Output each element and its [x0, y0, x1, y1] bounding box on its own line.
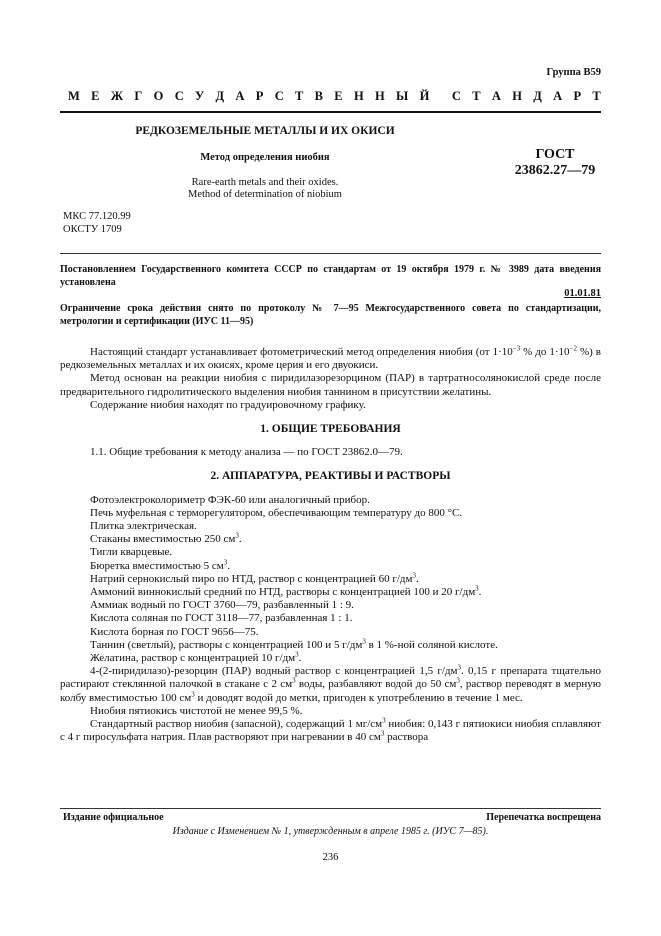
banner-letter: Ж [110, 89, 124, 103]
official-edition-label: Издание официальное [63, 812, 164, 823]
gost-number: 23862.27—79 [514, 163, 596, 178]
list-item: Бюретка вместимостью 5 $см^3$. [90, 557, 230, 572]
banner-letter: С [174, 89, 184, 103]
list-item: Таннин (светлый), растворы с концентрацией 100 и 5 $г/дм^3$ в 1 %-ной соляной кислоте. [90, 637, 498, 651]
okstu-code: ОКСТУ 1709 [63, 224, 122, 235]
list-item: Ниобия пятиокись чистотой не менее 99,5 %. [90, 704, 303, 717]
footer-rule [60, 808, 601, 809]
banner-letter: Е [334, 89, 343, 103]
list-item: Тигли кварцевые. [90, 546, 173, 559]
intro-paragraph: Настоящий стандарт устанавливает фотометрический метод определения ниобия (от $1\cdot 10^{-3}$ % до $1\cdot 10^{-2}$ %) в редкоземельных металлах и их окисях, кроме церия и его двуокиси. [60, 344, 601, 372]
standard-banner [68, 89, 601, 104]
list-item: Печь муфельная с терморегулятором, обеспечивающим температуру до 800 °С. [90, 506, 463, 519]
effective-date: 01.01.81 [564, 288, 601, 299]
banner-letter: Н [512, 89, 522, 103]
list-item: Аммоний виннокислый средний по НТД, растворы с концентрацией 100 и 20 $г/дм^3$. [90, 584, 482, 599]
gost-designation [500, 147, 610, 179]
banner-letter: Г [134, 89, 143, 103]
banner-letter: Й [419, 89, 430, 103]
page-number: 236 [322, 852, 339, 863]
list-item: Кислота соляная по ГОСТ 3118—77, разбавленная 1 : 1. [90, 612, 353, 625]
banner-letter: А [553, 89, 563, 103]
banner-letter: О [153, 89, 164, 103]
banner-letter: Н [374, 89, 385, 103]
banner-letter: С [451, 89, 461, 103]
gost-label: ГОСТ [535, 147, 575, 162]
english-title [130, 177, 400, 201]
banner-letter: М [68, 89, 80, 103]
banner-letter: Т [472, 89, 481, 103]
banner-letter: Е [91, 89, 100, 103]
banner-letter: Т [592, 89, 601, 103]
list-item: Аммиак водный по ГОСТ 3760—79, разбавленный 1 : 9. [90, 599, 354, 612]
document-body [60, 346, 601, 744]
list-item: Кислота борная по ГОСТ 9656—75. [90, 625, 259, 638]
banner-letter: Д [215, 89, 225, 103]
section-heading: 2. АППАРАТУРА, РЕАКТИВЫ И РАСТВОРЫ [210, 470, 451, 483]
list-item: Желатина, раствор с концентрацией 10 $г/дм^3$. [90, 650, 302, 665]
banner-letter: Н [353, 89, 364, 103]
list-item: Стаканы вместимостью 250 $см^3$. [90, 531, 242, 546]
section-rule [60, 253, 601, 254]
banner-letter: Ы [396, 89, 409, 103]
classification-codes [63, 210, 131, 236]
list-item: Натрий сернокислый пиро по НТД, раствор с концентрацией 60 $г/дм^3$. [90, 571, 419, 585]
section-heading: 1. ОБЩИЕ ТРЕБОВАНИЯ [260, 423, 401, 436]
header-rule [60, 111, 601, 113]
limitation-text: Ограничение срока действия снято по протоколу № 7—95 Межгосударственного совета по стандартизации, метрологии и сертификации (ИУС 11—95) [60, 303, 601, 327]
intro-paragraph: Метод основан на реакции ниобия с пиридилазорезорцином (ПАР) в тартратносолянокислой среде после предварительного гидролитического выделения ниобия таннином в присутствии желатины. [60, 372, 601, 398]
list-item: Стандартный раствор ниобия (запасной), содержащий 1 $мг/см^3$ ниобия: 0,143 г пятиокиси ниобия сплавляют с 4 г пиросульфата натрия. Плав растворяют при нагревании в 40 $см^3$ раствора [60, 716, 601, 744]
list-item: Плитка электрическая. [90, 520, 197, 533]
banner-letter: С [274, 89, 284, 103]
group-label: Группа В59 [546, 67, 601, 78]
banner-letter: А [235, 89, 245, 103]
banner-letter: У [195, 89, 205, 103]
english-title-line: Method of determination of niobium [188, 189, 342, 200]
banner-letter: В [314, 89, 323, 103]
intro-paragraph: Содержание ниобия находят по градуировочному графику. [90, 398, 366, 411]
edition-note: Издание с Изменением № 1, утвержденным в апреле 1985 г. (ИУС 7—85). [172, 826, 489, 837]
page-title: РЕДКОЗЕМЕЛЬНЫЕ МЕТАЛЛЫ И ИХ ОКИСИ [135, 125, 395, 137]
mks-code: МКС 77.120.99 [63, 211, 131, 222]
banner-letter: Д [533, 89, 542, 103]
list-item: 4-(2-пиридилазо)-резорцин (ПАР) водный раствор с концентрацией 1,5 $г/дм^3$. 0,15 г препарата тщательно растирают стеклянной палочкой в стакане с 2 $см^3$ воды, разбавляют водой до 50 $см^3$, раствор переводят в мерную колбу вместимостью 100 $см^3$ и доводят водой до метки, пригоден к употреблению в течение 1 мес. [60, 663, 602, 704]
banner-letter: Р [573, 89, 582, 103]
decree-text: Постановлением Государственного комитета СССР по стандартам от 19 октября 1979 г. № 3989 дата введения установлена [60, 264, 601, 288]
banner-letter: Т [295, 89, 304, 103]
reprint-prohibited-label: Перепечатка воспрещена [486, 812, 601, 823]
section-paragraph: 1.1. Общие требования к методу анализа — по ГОСТ 23862.0—79. [90, 446, 403, 459]
banner-letter: А [491, 89, 501, 103]
page-subtitle: Метод определения ниобия [200, 152, 330, 163]
list-item: Фотоэлектроколориметр ФЭК-60 или аналогичный прибор. [90, 493, 370, 506]
banner-letter: Р [255, 89, 264, 103]
english-title-line: Rare-earth metals and their oxides. [191, 177, 339, 188]
